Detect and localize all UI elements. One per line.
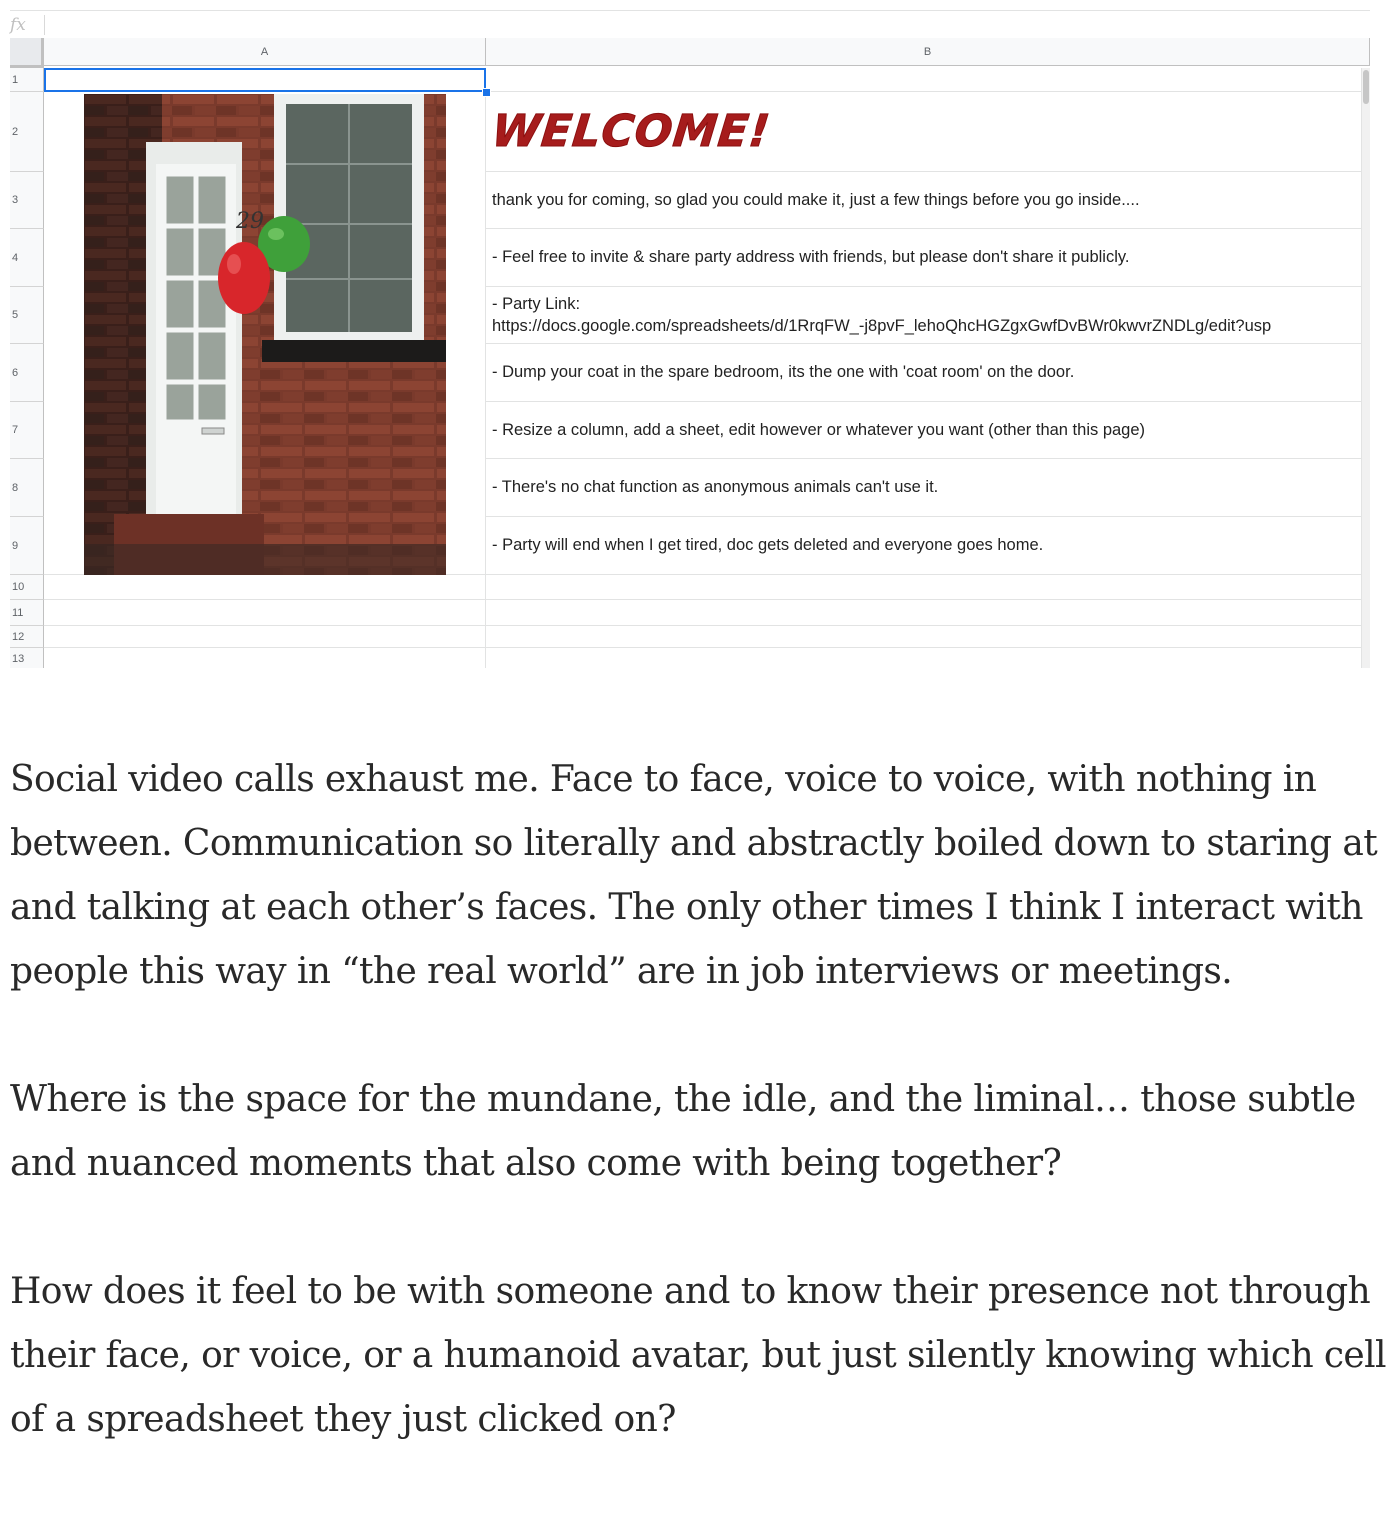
- fx-icon: fx: [10, 15, 26, 35]
- cell-text: thank you for coming, so glad you could make it, just a few things before you go inside....: [492, 190, 1140, 209]
- row-header-1[interactable]: 1: [10, 68, 44, 92]
- cell-b8[interactable]: [486, 459, 1362, 517]
- row-header-13[interactable]: 13: [10, 648, 44, 668]
- row-header-5[interactable]: 5: [10, 287, 44, 344]
- cell-b10[interactable]: [486, 575, 1362, 600]
- article-body: [10, 748, 1386, 1516]
- cell-text: - Party Link:: [492, 295, 581, 313]
- column-header-a[interactable]: A: [44, 38, 486, 66]
- cell-b3[interactable]: [486, 172, 1362, 229]
- cell-b2[interactable]: [486, 92, 1362, 172]
- cell-b1[interactable]: [486, 68, 1362, 92]
- cell-a13[interactable]: [44, 648, 486, 668]
- spreadsheet-grid: [10, 38, 1370, 668]
- formula-bar: [10, 10, 1370, 39]
- selected-cell-outline: [44, 68, 486, 92]
- cell-text: - Resize a column, add a sheet, edit however or whatever you want (other than this page): [492, 420, 1146, 439]
- row-header-11[interactable]: 11: [10, 600, 44, 626]
- cell-text: - Party will end when I get tired, doc gets deleted and everyone goes home.: [492, 536, 1044, 554]
- cell-b13[interactable]: [486, 648, 1362, 668]
- cell-a10[interactable]: [44, 575, 486, 600]
- welcome-heading: WELCOME!: [489, 106, 773, 157]
- cell-a12[interactable]: [44, 626, 486, 648]
- house-number: 29: [236, 209, 264, 234]
- row-header-3[interactable]: 3: [10, 172, 44, 229]
- row-header-6[interactable]: 6: [10, 344, 44, 402]
- cell-b6[interactable]: [486, 344, 1362, 402]
- row-header-8[interactable]: 8: [10, 459, 44, 517]
- cell-b9[interactable]: [486, 517, 1362, 575]
- row-header-10[interactable]: 10: [10, 575, 44, 600]
- cell-text: - Feel free to invite & share party address with friends, but please don't share it publicly.: [492, 248, 1130, 266]
- cell-b12[interactable]: [486, 626, 1362, 648]
- row-header-12[interactable]: 12: [10, 626, 44, 648]
- article-paragraph: Where is the space for the mundane, the idle, and the liminal… those subtle and nuanced moments that also come with being together?: [10, 1079, 1356, 1184]
- cell-b4[interactable]: [486, 229, 1362, 287]
- front-door-photo: [84, 94, 446, 575]
- vertical-scrollbar-thumb[interactable]: [1363, 70, 1369, 104]
- cell-b7[interactable]: [486, 402, 1362, 459]
- formula-input[interactable]: [52, 13, 1356, 39]
- row-header-2[interactable]: 2: [10, 92, 44, 172]
- cell-text: - There's no chat function as anonymous animals can't use it.: [492, 478, 939, 496]
- fill-handle[interactable]: [482, 88, 491, 97]
- cell-a11[interactable]: [44, 600, 486, 626]
- formula-bar-divider: [44, 15, 45, 35]
- article-paragraph: Social video calls exhaust me. Face to face, voice to voice, with nothing in between. Communication so literally and abstractly boiled down to staring at and talking at each other’s faces. The only other times I think I interact with people this way in “the real world” are in job interviews or meetings.: [10, 759, 1378, 992]
- cell-b11[interactable]: [486, 600, 1362, 626]
- row-header-4[interactable]: 4: [10, 229, 44, 287]
- cell-b5[interactable]: [486, 287, 1362, 344]
- vertical-scrollbar[interactable]: [1362, 68, 1370, 668]
- row-header-7[interactable]: 7: [10, 402, 44, 459]
- select-all-corner[interactable]: [10, 38, 44, 68]
- cell-text: - Dump your coat in the spare bedroom, its the one with 'coat room' on the door.: [492, 363, 1075, 381]
- column-header-b[interactable]: B: [486, 38, 1370, 66]
- article-paragraph: How does it feel to be with someone and to know their presence not through their face, or voice, or a humanoid avatar, but just silently knowing which cell of a spreadsheet they just clicked on?: [10, 1271, 1386, 1440]
- party-link-url: https://docs.google.com/spreadsheets/d/1RrqFW_-j8pvF_lehoQhcHGZgxGwfDvBWr0kwvrZNDLg/edit?usp: [492, 317, 1272, 335]
- row-header-9[interactable]: 9: [10, 517, 44, 575]
